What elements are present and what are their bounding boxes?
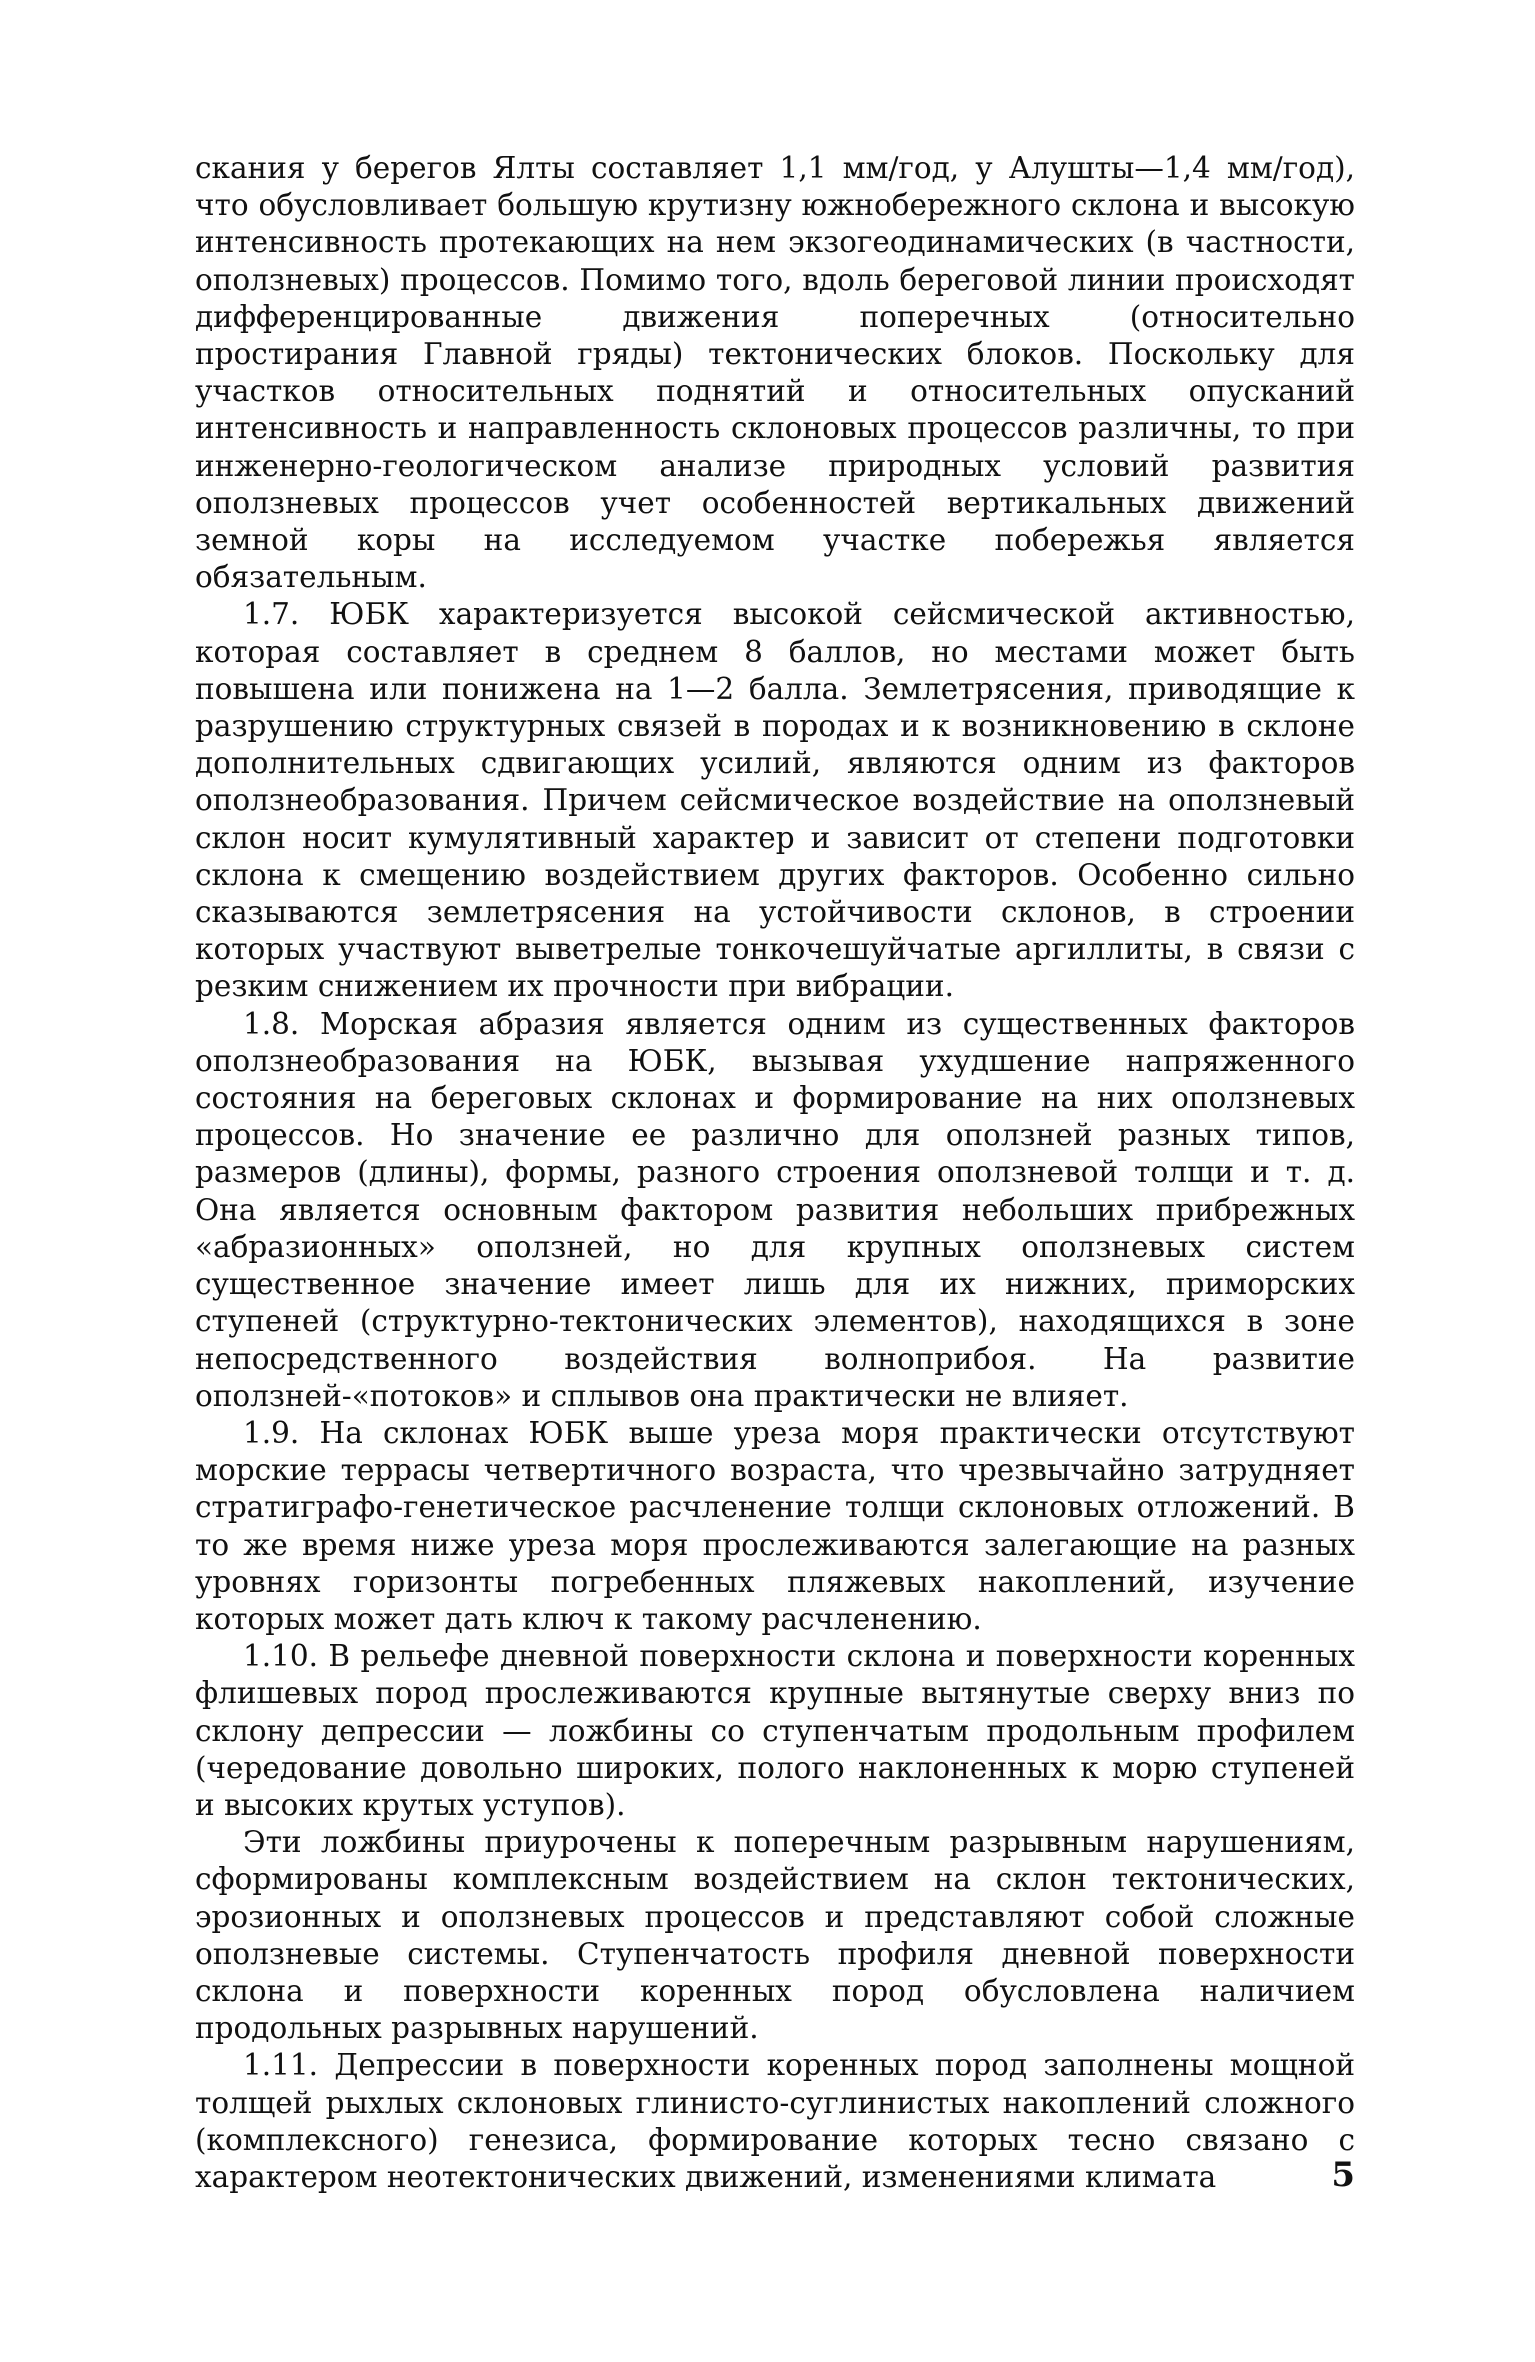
paragraph-1-7: 1.7. ЮБК характеризуется высокой сейсмической активностью, которая составляет в среднем 8 баллов, но местами может быть повышена или понижена на 1—2 балла. Землетрясения, приводящие к разрушению структурных связей в породах и к возникновению в склоне дополнительных сдвигающих усилий, являются одним из факторов оползнеобразования. Причем сейсмическое воздействие на оползневый склон носит кумулятивный характер и зависит от степени подготовки склона к смещению воздействием других факторов. Особенно сильно сказываются землетрясения на устойчивости склонов, в строении которых участвуют выветрелые тонкочешуйчатые аргиллиты, в связи с резким снижением их прочности при вибрации. [195, 597, 1355, 1004]
paragraph-1-8: 1.8. Морская абразия является одним из существенных факторов оползнеобразования на ЮБК, вызывая ухудшение напряженного состояния на береговых склонах и формирование на них оползневых процессов. Но значение ее различно для оползней разных типов, размеров (длины), формы, разного строения оползневой толщи и т. д. Она является основным фактором развития небольших прибрежных «абразионных» оползней, но для крупных оползневых систем существенное значение имеет лишь для их нижних, приморских ступеней (структурно-тектонических элементов), находящихся в зоне непосредственного воздействия волноприбоя. На развитие оползней-«потоков» и сплывов она практически не влияет. [195, 1006, 1355, 1413]
paragraph-1-10-cont: Эти ложбины приурочены к поперечным разрывным нарушениям, сформированы комплексным воздействием на склон тектонических, эрозионных и оползневых процессов и представляют собой сложные оползневые системы. Ступенчатость профиля дневной поверхности склона и поверхности коренных пород обусловлена наличием продольных разрывных нарушений. [195, 1825, 1355, 2046]
page-number: 5 [1331, 2155, 1355, 2195]
paragraph-1-11: 1.11. Депрессии в поверхности коренных пород заполнены мощной толщей рыхлых склоновых глинисто-суглинистых накоплений сложного (комплексного) генезиса, формирование которых тесно связано с характером неотектонических движений, изменениями климата [195, 2048, 1355, 2194]
page-body [195, 150, 1355, 2196]
paragraph-continuation: скания у берегов Ялты составляет 1,1 мм/год, у Алушты—1,4 мм/год), что обусловливает большую крутизну южнобережного склона и высокую интенсивность протекающих на нем экзогеодинамических (в частности, оползневых) процессов. Помимо того, вдоль береговой линии происходят дифференцированные движения поперечных (относительно простирания Главной гряды) тектонических блоков. Поскольку для участков относительных поднятий и относительных опусканий интенсивность и направленность склоновых процессов различны, то при инженерно-геологическом анализе природных условий развития оползневых процессов учет особенностей вертикальных движений земной коры на исследуемом участке побережья является обязательным. [195, 151, 1355, 595]
paragraph-1-9: 1.9. На склонах ЮБК выше уреза моря практически отсутствуют морские террасы четвертичного возраста, что чрезвычайно затрудняет стратиграфо-генетическое расчленение толщи склоновых отложений. В то же время ниже уреза моря прослеживаются залегающие на разных уровнях горизонты погребенных пляжевых накоплений, изучение которых может дать ключ к такому расчленению. [195, 1415, 1355, 1636]
paragraph-1-10: 1.10. В рельефе дневной поверхности склона и поверхности коренных флишевых пород прослеживаются крупные вытянутые сверху вниз по склону депрессии — ложбины со ступенчатым продольным профилем (чередование довольно широких, полого наклоненных к морю ступеней и высоких крутых уступов). [195, 1639, 1355, 1822]
